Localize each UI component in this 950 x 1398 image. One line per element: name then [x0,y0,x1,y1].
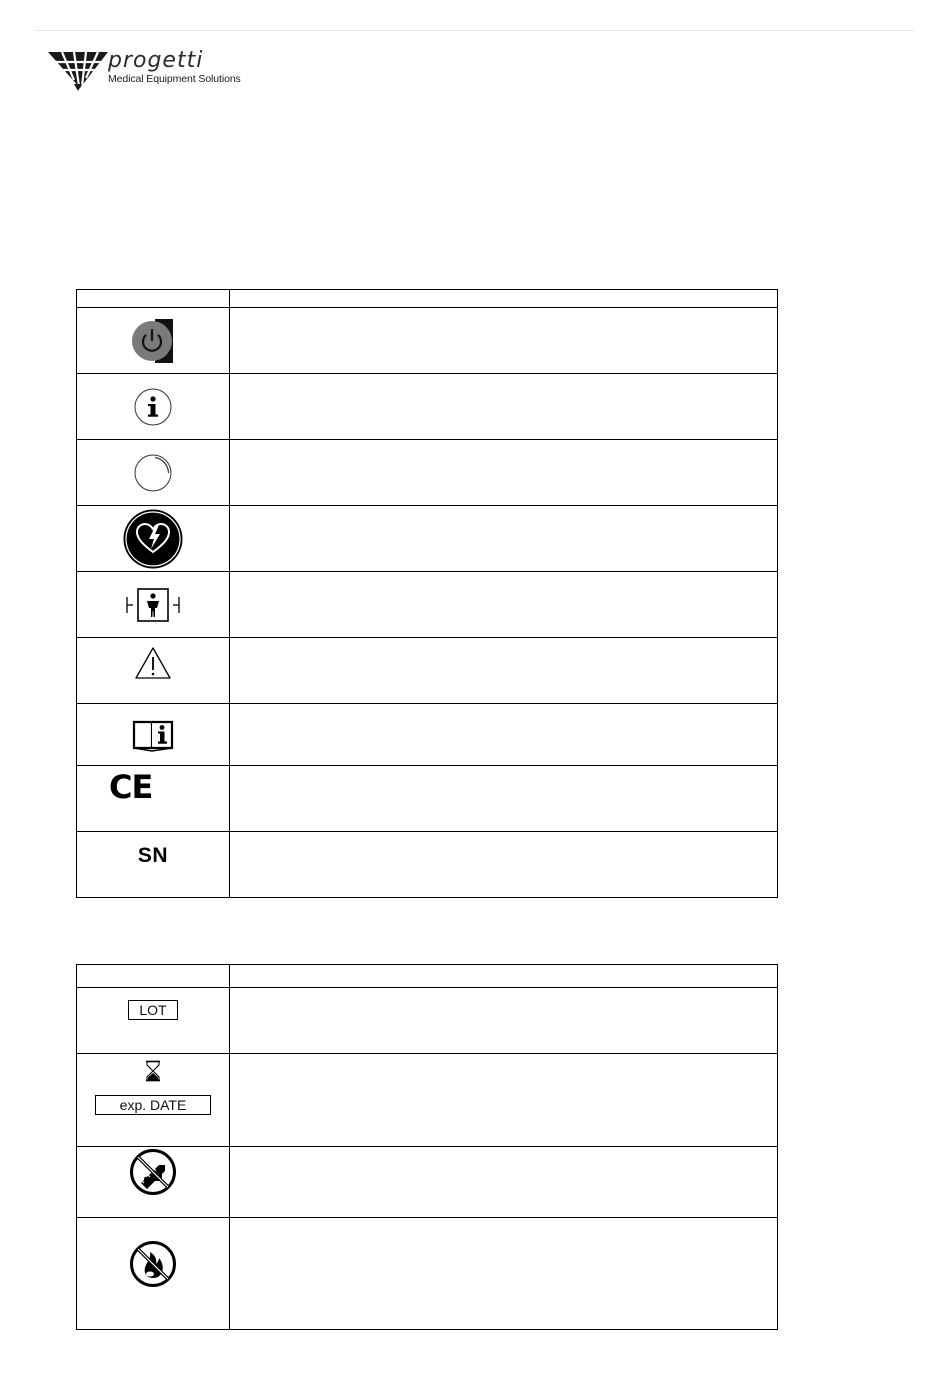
table-row [77,440,778,506]
symbol-cell [77,988,230,1054]
symbol-cell [77,506,230,572]
symbols-table-2 [76,964,778,1330]
table-row [77,1054,778,1147]
table-row [77,308,778,374]
table-row [77,988,778,1054]
symbol-cell [77,374,230,440]
brand-name: progetti [108,48,204,73]
description-cell [230,1147,778,1218]
description-cell [230,572,778,638]
info-button-icon [133,387,173,427]
table-row [77,374,778,440]
hourglass-icon [144,1060,162,1082]
aed-shock-heart-icon [122,508,184,570]
table-row [77,1147,778,1218]
warning-triangle-icon [134,646,172,680]
description-cell [230,1054,778,1147]
do-not-cut-icon [129,1148,177,1196]
table-row [77,766,778,832]
header-cell-description [230,290,778,308]
ce-mark-icon: CE [109,768,153,806]
description-cell [230,506,778,572]
description-cell [230,440,778,506]
symbol-cell [77,1218,230,1330]
symbols-table-1 [76,289,778,898]
table-header-row [77,965,778,988]
symbol-cell [77,308,230,374]
symbol-cell [77,638,230,704]
symbol-cell [77,1147,230,1218]
description-cell [230,308,778,374]
table-header-row [77,290,778,308]
description-cell [230,638,778,704]
description-cell [230,704,778,766]
description-cell [230,1218,778,1330]
header-cell-description [230,965,778,988]
brand-tagline: Medical Equipment Solutions [108,73,241,85]
consult-instructions-icon [131,718,175,752]
header-cell-symbol [77,965,230,988]
table-row [77,704,778,766]
table-row [77,832,778,898]
serial-number-icon: SN [137,844,169,867]
do-not-burn-icon [129,1240,177,1288]
symbol-cell [77,440,230,506]
defibrillation-proof-type-bf-icon [123,587,183,623]
header-cell-symbol [77,290,230,308]
description-cell [230,988,778,1054]
table-row [77,506,778,572]
description-cell [230,374,778,440]
table-row [77,638,778,704]
table-row [77,572,778,638]
description-cell [230,766,778,832]
lot-number-icon: LOT [128,1000,177,1020]
symbol-cell [77,832,230,898]
expiry-date-icon: exp. DATE [95,1095,212,1115]
led-indicator-icon [133,453,173,493]
symbol-cell [77,766,230,832]
symbol-cell [77,1054,230,1147]
header-rule [36,30,914,31]
description-cell [230,832,778,898]
power-button-icon [130,317,176,365]
table-row [77,1218,778,1330]
symbol-cell [77,572,230,638]
symbol-cell [77,704,230,766]
